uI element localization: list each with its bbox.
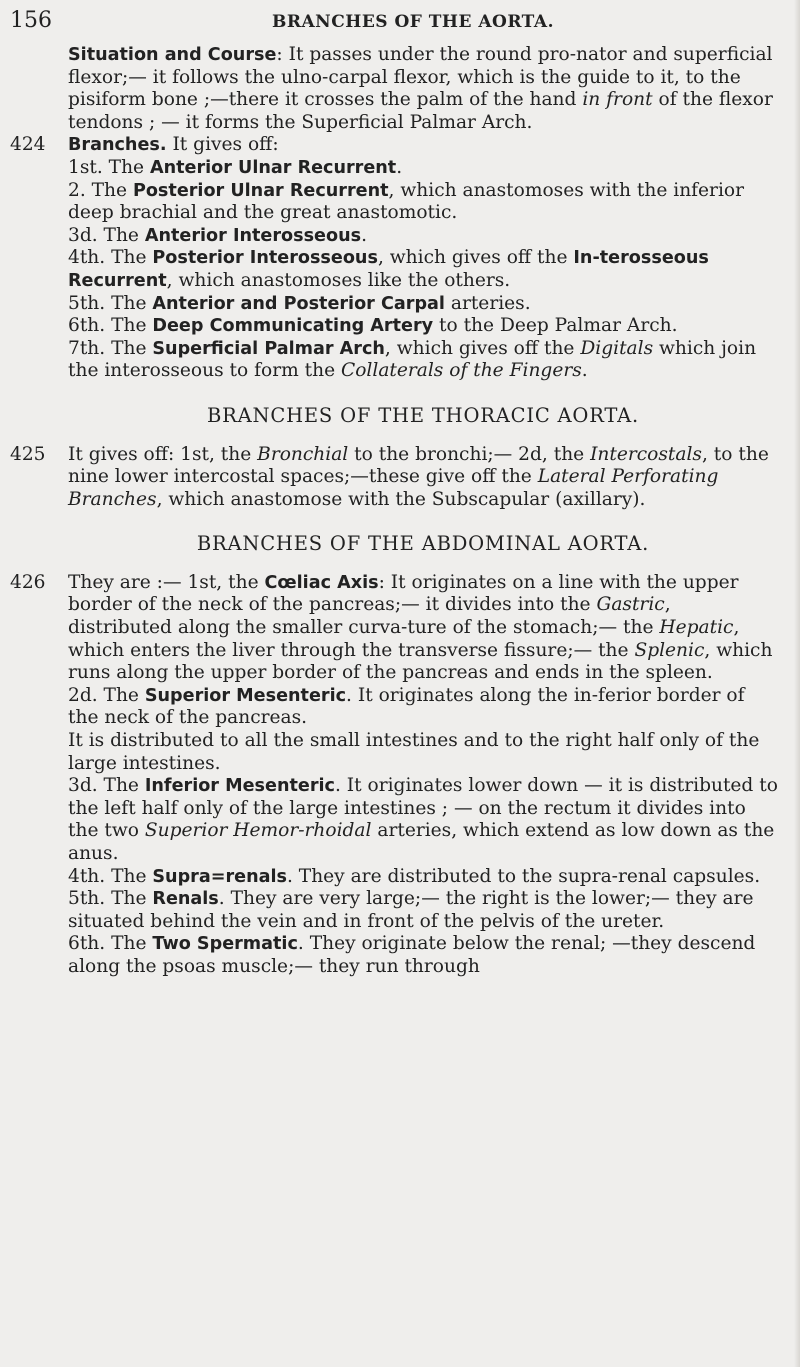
branch-7-mid: , which gives off the: [384, 337, 581, 359]
thoracic-italic-1: Bronchial: [257, 443, 349, 465]
abdominal-item-2: [0, 685, 800, 730]
inferior-mesenteric-label: Inferior Mesenteric: [144, 776, 335, 797]
abdominal-item-6: [0, 933, 800, 978]
branch-1-name: Anterior Ulnar Recurrent: [149, 157, 397, 178]
situation-label: Situation and Course: [68, 45, 277, 65]
abdominal-2b-text: It is distributed to all the small intestines and to the right half only of the large intestines.: [68, 730, 760, 774]
abdominal-p1-text-4: , which enters the liver through the transverse fissure;— the: [68, 617, 740, 661]
branch-6-name: Deep Communicating Artery: [152, 316, 434, 337]
thoracic-italic-2: Intercostals: [590, 443, 702, 465]
branch-item-1: [0, 157, 800, 180]
branch-5-name: Anterior and Posterior Carpal: [152, 293, 445, 314]
abdominal-4-pre: 4th. The: [68, 865, 153, 887]
thoracic-heading: BRANCHES OF THE THORACIC AORTA.: [207, 403, 639, 427]
situation-text-1: : It passes under the round pro-nator and superficial flexor;— it follows the ulno-carpal flexor, which is the guide to it, to the pisiform bone ;—there it crosses the palm of the hand: [68, 44, 773, 111]
branch-item-5: [0, 293, 800, 316]
branch-item-2: [0, 180, 800, 225]
branches-label: Branches.: [68, 135, 167, 156]
branch-7-pre: 7th. The: [68, 337, 153, 359]
abdominal-2-post: . It originates along the in-ferior border of the neck of the pancreas.: [68, 684, 745, 729]
section-number-424: 424: [10, 134, 46, 156]
section-number-426: 426: [10, 571, 46, 593]
thoracic-text-1: It gives off: 1st, the: [68, 443, 258, 465]
section-number-425: 425: [10, 443, 46, 465]
thoracic-text-3: , to the nine lower intercostal spaces;—these give off the: [68, 443, 769, 488]
hepatic-italic: Hepatic: [659, 617, 734, 639]
abdominal-p1-text-2: : It originates on a line with the upper border of the neck of the pancreas;— it divides into the: [68, 571, 739, 616]
abdominal-6-pre: 6th. The: [68, 933, 153, 955]
abdominal-3-pre: 3d. The: [68, 775, 145, 797]
branch-3-name: Anterior Interosseous: [144, 225, 362, 246]
abdominal-4-post: . They are distributed to the supra-renal capsules.: [286, 865, 761, 887]
page-number: 156: [10, 8, 52, 33]
abdominal-3-post: arteries, which extend as low down as the anus.: [68, 820, 775, 864]
branch-5-post: arteries.: [444, 292, 531, 314]
splenic-italic: Splenic: [634, 639, 705, 661]
branch-item-4: [0, 247, 800, 292]
abdominal-p1-text-5: , which runs along the upper border of the pancreas and ends in the spleen.: [68, 639, 773, 684]
superior-mesenteric-label: Superior Mesenteric: [144, 685, 347, 706]
thoracic-text-4: , which anastomose with the Subscapular (axillary).: [156, 488, 646, 510]
page-body: [0, 44, 800, 979]
hemorrhoidal-italic: Superior Hemor-rhoidal: [144, 820, 372, 842]
branch-7-mid-2: which join the interosseous to form the: [68, 337, 757, 382]
thoracic-text-2: to the bronchi;— 2d, the: [348, 443, 591, 465]
section-424-intro: [0, 134, 800, 157]
page-header: [0, 8, 800, 40]
branch-7-italic-1: Digitals: [580, 337, 654, 359]
section-426-paragraph: [0, 572, 800, 685]
branch-4-mid: , which gives off the: [377, 247, 574, 269]
abdominal-5-pre: 5th. The: [68, 888, 153, 910]
situation-italic: in front: [582, 89, 653, 111]
abdominal-item-5: [0, 888, 800, 933]
two-spermatic-label: Two Spermatic: [152, 934, 298, 955]
situation-text-2: of the flexor tendons ; — it forms the Superficial Palmar Arch.: [68, 89, 773, 133]
branch-7-italic-2: Collaterals of the Fingers: [341, 360, 582, 382]
gastric-italic: Gastric: [596, 594, 665, 616]
abdominal-p1-text-1: They are :— 1st, the: [68, 571, 265, 593]
branch-item-3: [0, 225, 800, 248]
branch-item-6: [0, 315, 800, 338]
running-title: BRANCHES OF THE AORTA.: [272, 12, 555, 32]
branch-3-pre: 3d. The: [68, 224, 145, 246]
abdominal-p1-text-3: , distributed along the smaller curva-ture of the stomach;— the: [68, 594, 671, 639]
branch-7-name: Superficial Palmar Arch: [152, 338, 385, 359]
branch-5-pre: 5th. The: [68, 292, 153, 314]
abdominal-item-2b: [0, 730, 800, 775]
branches-intro: It gives off:: [166, 134, 279, 156]
page-edge-shadow: [794, 0, 800, 1367]
branch-7-post: .: [581, 360, 588, 382]
branch-1-pre: 1st. The: [68, 156, 150, 178]
branch-4-post: , which anastomoses like the others.: [166, 269, 511, 291]
section-425-paragraph: [0, 444, 800, 512]
branch-1-post: .: [396, 156, 403, 178]
branch-item-7: [0, 338, 800, 383]
situation-paragraph: [0, 44, 800, 134]
thoracic-italic-3: Lateral Perforating Branches: [68, 466, 719, 510]
branch-6-pre: 6th. The: [68, 315, 153, 337]
branch-3-post: .: [361, 224, 368, 246]
abdominal-6-post: . They originate below the renal; —they descend along the psoas muscle;— they run through: [68, 933, 756, 977]
branch-2-pre: 2. The: [68, 179, 133, 201]
supra-renals-label: Supra=renals: [152, 866, 287, 887]
branch-4-name-2: In-terosseous Recurrent: [68, 248, 709, 291]
branch-4-pre: 4th. The: [68, 247, 153, 269]
abdominal-item-3: [0, 775, 800, 865]
coeliac-axis-label: Cœliac Axis: [264, 572, 379, 593]
branch-6-post: to the Deep Palmar Arch.: [433, 315, 678, 337]
branch-2-post: , which anastomoses with the inferior deep brachial and the great anastomotic.: [68, 179, 744, 224]
branch-4-name: Posterior Interosseous: [152, 248, 378, 269]
abdominal-3-text: . It originates lower down — it is distributed to the left half only of the large intestines ; — on the rectum it divides into the two: [68, 775, 778, 842]
branch-2-name: Posterior Ulnar Recurrent: [132, 180, 389, 201]
abdominal-2-pre: 2d. The: [68, 684, 145, 706]
abdominal-5-post: . They are very large;— the right is the lower;— they are situated behind the vein and in front of the pelvis of the ureter.: [68, 888, 754, 932]
abdominal-item-4: [0, 866, 800, 889]
renals-label: Renals: [152, 889, 219, 910]
abdominal-heading: BRANCHES OF THE ABDOMINAL AORTA.: [196, 532, 650, 556]
